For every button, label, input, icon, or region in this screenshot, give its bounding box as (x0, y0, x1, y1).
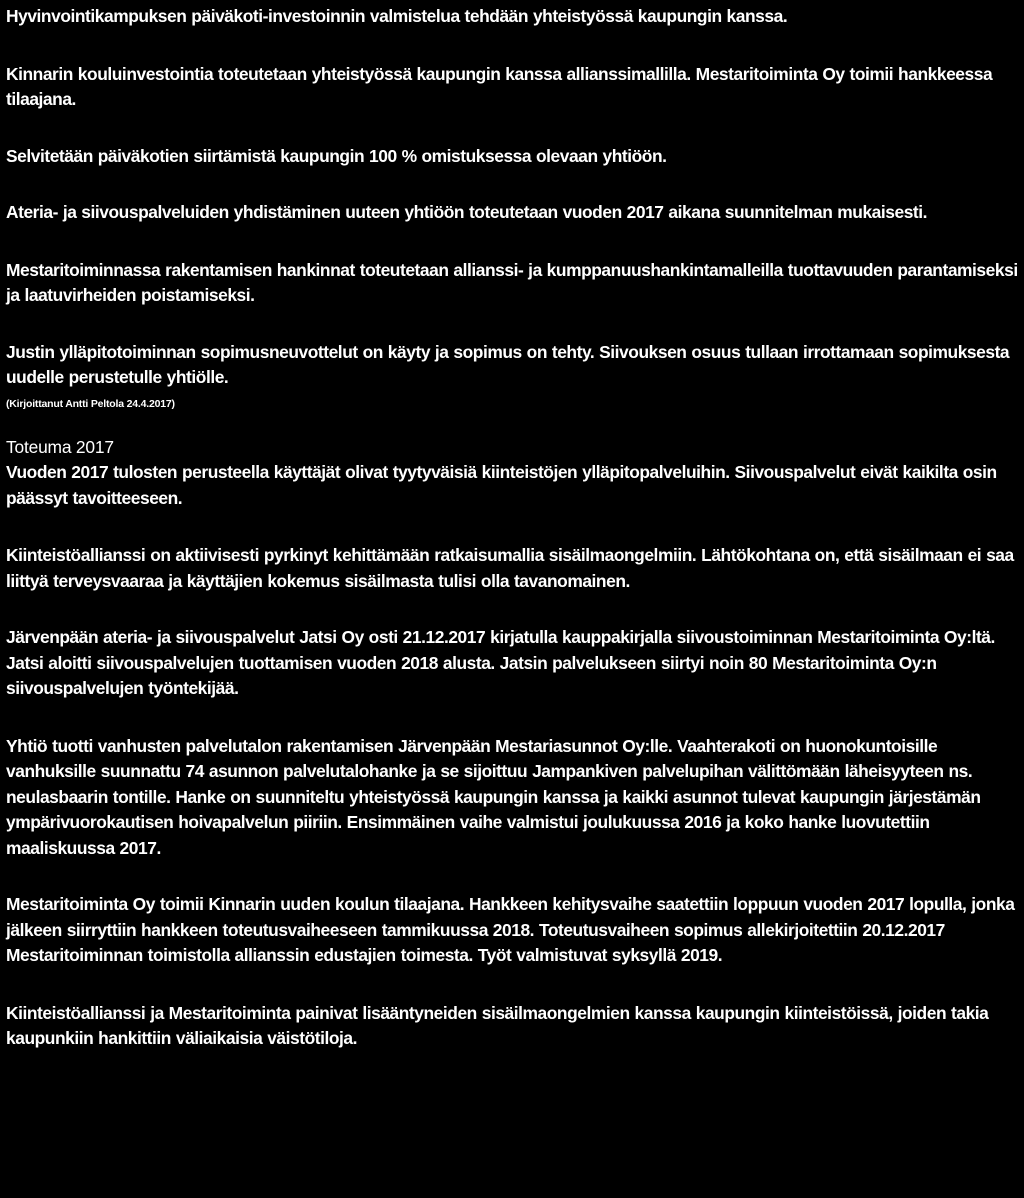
paragraph-results-2017: Vuoden 2017 tulosten perusteella käyttäjät olivat tyytyväisiä kiinteistöjen ylläpitopalveluihin. Siivouspalvelut eivät kaikilta osin päässyt tavoitteeseen. (6, 462, 997, 508)
author-note: (Kirjoittanut Antti Peltola 24.4.2017) (6, 397, 175, 410)
paragraph-jatsi-acquisition: Järvenpään ateria- ja siivouspalvelut Jatsi Oy osti 21.12.2017 kirjatulla kauppakirjalla siivoustoiminnan Mestaritoiminta Oy:ltä. Jatsi aloitti siivouspalvelujen tuottamisen vuoden 2018 alusta. Jatsin palvelukseen siirtyi noin 80 Mestaritoiminta Oy:n siivouspalvelujen työntekijää. (6, 627, 995, 698)
paragraph-catering-cleaning-merger: Ateria- ja siivouspalveluiden yhdistäminen uuteen yhtiöön toteutetaan vuoden 2017 aikana suunnitelman mukaisesti. (6, 202, 928, 222)
paragraph-daycare-transfer: Selvitetään päiväkotien siirtämistä kaupungin 100 % omistuksessa olevaan yhtiöön. (6, 145, 667, 166)
section-heading: Toteuma 2017 (6, 436, 114, 457)
paragraph-indoor-air-alliance: Kiinteistöallianssi on aktiivisesti pyrkinyt kehittämään ratkaisumallia sisäilmaongelmiin. Lähtökohtana on, että sisäilmaan ei saa liittyä terveysvaaraa ja käyttäjien kokemus sisäilmasta tulisi olla tavanomainen. (6, 545, 1014, 591)
paragraph-kinnari-new-school: Mestaritoiminta Oy toimii Kinnarin uuden koulun tilaajana. Hankkeen kehitysvaihe saatettiin loppuun vuoden 2017 lopulla, jonka jälkeen siirryttiin hankkeen toteutusvaiheeseen tammikuussa 2018. Toteutusvaiheen sopimus allekirjoitettiin 20.12.2017 Mestaritoiminnan toimistolla allianssin edustajien toimesta. Työt valmistuvat syksyllä 2019. (6, 894, 1015, 965)
paragraph-vaahterakoti: Yhtiö tuotti vanhusten palvelutalon rakentamisen Järvenpään Mestariasunnot Oy:lle. Vaahterakoti on huonokuntoisille vanhuksille suunnattu 74 asunnon palvelutalohanke ja se sijoittuu Jampankiven palvelupihan välittömään läheisyyteen ns. neulasbaarin tontille. Hanke on suunniteltu yhteistyössä kaupungin kanssa ja kaikki asunnot tulevat kaupungin järjestämän ympärivuorokautisen hoivapalvelun piiriin. Ensimmäinen vaihe valmistui joulukuussa 2016 ja koko hanke luovutettiin maaliskuussa 2017. (6, 735, 981, 858)
paragraph-daycare-investment: Hyvinvointikampuksen päiväkoti-investoinnin valmistelua tehdään yhteistyössä kaupungin kanssa. (6, 6, 788, 26)
paragraph-kinnari-school: Kinnarin kouluinvestointia toteutetaan yhteistyössä kaupungin kanssa allianssimallilla. Mestaritoiminta Oy toimii hankkeessa tilaajana. (6, 63, 993, 109)
document-body (6, 0, 1022, 1052)
paragraph-justi-maintenance: Justin ylläpitotoiminnan sopimusneuvottelut on käyty ja sopimus on tehty. Siivouksen osuus tullaan irrottamaan sopimuksesta uudelle perustetulle yhtiölle. (6, 341, 1010, 387)
paragraph-construction-procurement: Mestaritoiminnassa rakentamisen hankinnat toteutetaan allianssi- ja kumppanuushankintamalleilla tuottavuuden parantamiseksi ja laatuvirheiden poistamiseksi. (6, 259, 1018, 305)
paragraph-indoor-air-problems: Kiinteistöallianssi ja Mestaritoiminta painivat lisääntyneiden sisäilmaongelmien kanssa kaupungin kiinteistöissä, joiden takia kaupunkiin hankittiin väliaikaisia väistötiloja. (6, 1002, 989, 1048)
